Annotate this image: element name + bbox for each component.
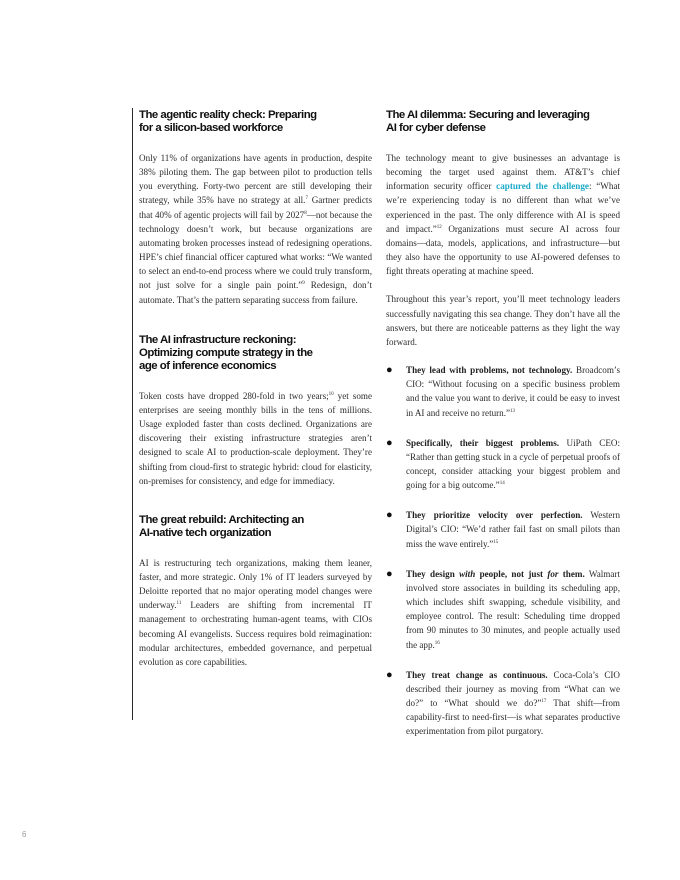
footnote-ref: 11 <box>176 601 182 607</box>
column-divider-rule <box>132 108 133 720</box>
left-column <box>139 109 372 669</box>
bullet-icon: ● <box>386 436 393 449</box>
list-item: ● They lead with problems, not technology. Broadcom’s CIO: “Without focusing on a specific business problem and the value you want to derive, it could be easy to invest in AI and receive no return.”$^{13}$ <box>386 364 620 418</box>
section-body-infrastructure: Token costs have dropped 280-fold in two years;$^{10}$ yet some enterprises are seeing monthly bills in the tens of millions. Usage exploded faster than costs declined. Organizations are discovering their existing infrastructure strategies aren’t designed to scale AI to production-scale deployment. They’re shifting from cloud-first to strategic hybrid: cloud for elasticity, on-premises for consistency, and edge for immediacy. <box>139 390 372 486</box>
page-number: 6 <box>22 830 27 839</box>
section-heading-rebuild: The great rebuild: Architecting an AI-native tech organization <box>139 513 304 539</box>
footnote-ref: 10 <box>328 391 334 397</box>
bullet-icon: ● <box>386 668 393 681</box>
bullet-icon: ● <box>386 567 393 580</box>
patterns-list <box>386 363 620 738</box>
captured-the-challenge-link[interactable]: captured the challenge <box>496 181 589 192</box>
footnote-ref: 12 <box>436 224 442 230</box>
section-body-rebuild: AI is restructuring tech organizations, making them leaner, faster, and more strategic. Only 1% of IT leaders surveyed by Deloitte reported that no major operating model changes were underway.$^{11}$ Leaders are shifting from incremental IT management to orchestrating human-agent teams, with CIOs becoming AI evangelists. Success requires bold reimagination: modular architectures, embedded governance, and perpetual evolution as core capabilities. <box>139 557 372 667</box>
footnote-ref: 15 <box>493 539 499 545</box>
footnote-ref: 8 <box>304 210 307 216</box>
bullet-icon: ● <box>386 364 393 377</box>
bullet-icon: ● <box>386 509 393 522</box>
section-heading-agentic: The agentic reality check: Preparing for a silicon-based workforce <box>139 109 317 134</box>
footnote-ref: 9 <box>302 281 305 287</box>
section-heading-infrastructure: The AI infrastructure reckoning: Optimizing compute strategy in the age of inference economics <box>139 333 313 372</box>
footnote-ref: 7 <box>305 196 308 202</box>
footnote-ref: 17 <box>541 698 547 704</box>
list-item: ● They prioritize velocity over perfection. Western Digital’s CIO: “We’d rather fail fast on small pilots than miss the wave entirely.”$^{15}$ <box>386 509 620 549</box>
footnote-ref: 13 <box>510 408 516 414</box>
list-item: ● They treat change as continuous. Coca-Cola’s CIO described their journey as moving from “What can we do?” to “What should we do?”$^{17}$ That shift—from capability-first to need-first—is what separates productive experimentation from pilot purgatory. <box>386 668 620 737</box>
list-item: ● They design with people, not just for them. Walmart involved store associates in building its scheduling app, which includes shift swapping, schedule visibility, and employee control. The result: Scheduling time dropped from 90 minutes to 30 minutes, and people actually used the app.$^{16}$ <box>386 567 620 650</box>
intro-paragraph: Throughout this year’s report, you’ll meet technology leaders successfully navigating this sea change. They don’t have all the answers, but there are noticeable patterns as they light the way forward. <box>386 294 620 347</box>
footnote-ref: 14 <box>499 481 505 487</box>
section-body-ai-dilemma: The technology meant to give businesses an advantage is becoming the target used against them. AT&T’s chief information security officer captured the challenge: “What we’re experiencing today is no different than what we’ve experienced in the past. The only difference with AI is speed and impact.”$^{12}$ Organizations must secure AI across four domains—data, models, applications, and infrastructure—but they also have the opportunity to use AI-powered defenses to fight threats operating at machine speed. <box>386 153 621 277</box>
footnote-ref: 16 <box>434 640 440 646</box>
section-heading-ai-dilemma: The AI dilemma: Securing and leveraging AI for cyber defense <box>386 109 590 134</box>
right-column <box>386 109 620 738</box>
section-body-agentic: Only 11% of organizations have agents in production, despite 38% piloting them. The gap between pilot to production tells you everything. Forty-two percent are still developing their strategy, while 35% have no strategy at all.$^7$ Gartner predicts that 40% of agentic projects will fail by 2027$^8$—not because the technology doesn’t work, but because organizations are automating broken processes instead of redesigning operations. HPE’s chief financial officer captured what works: “We wanted to select an end-to-end process where we could truly transform, not just solve for a single pain point.”$^9$ Redesign, don’t automate. That’s the pattern separating success from failure. <box>139 153 373 305</box>
list-item: ● Specifically, their biggest problems. UiPath CEO: “Rather than getting stuck in a cycle of perpetual proofs of concept, consider attacking your biggest problem and going for a big outcome.”$^{14}$ <box>386 436 620 491</box>
